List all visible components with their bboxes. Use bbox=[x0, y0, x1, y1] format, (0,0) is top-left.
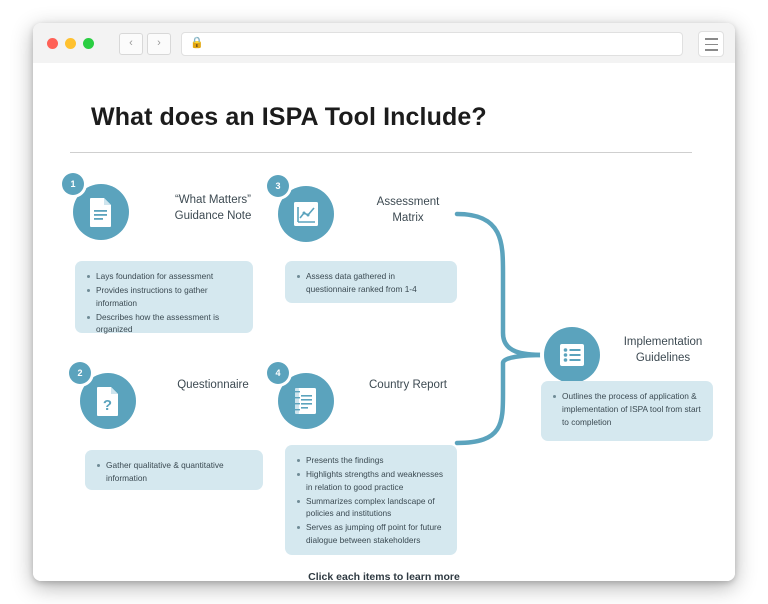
back-button[interactable]: ‹ bbox=[119, 33, 143, 55]
node-label-line2: Matrix bbox=[392, 211, 424, 224]
list-item: Describes how the assessment is organized bbox=[87, 311, 241, 337]
slide-content bbox=[33, 63, 735, 581]
list-item: Serves as jumping off point for future dialogue between stakeholders bbox=[297, 521, 445, 547]
address-bar[interactable] bbox=[181, 32, 683, 56]
node-guidance-note[interactable] bbox=[70, 179, 129, 240]
node-implementation-guidelines[interactable] bbox=[544, 327, 600, 383]
chart-icon bbox=[278, 186, 334, 242]
node-label-line2: Guidance Note bbox=[174, 209, 252, 222]
notebook-icon bbox=[278, 373, 334, 429]
node-badge-3: 3 bbox=[267, 175, 289, 197]
document-icon bbox=[73, 184, 129, 240]
browser-titlebar bbox=[33, 23, 735, 64]
node-label-guidance-note bbox=[143, 193, 283, 224]
node-assessment-matrix[interactable] bbox=[275, 181, 334, 242]
node-label-line1: Questionnaire bbox=[177, 379, 249, 391]
node-label-line1: “What Matters” bbox=[174, 194, 252, 206]
node-badge-1: 1 bbox=[62, 173, 84, 195]
node-label-implementation-guidelines bbox=[603, 335, 723, 366]
minimize-window-button[interactable] bbox=[65, 38, 76, 49]
node-badge-4: 4 bbox=[267, 362, 289, 384]
node-label-country-report bbox=[338, 378, 478, 394]
list-item: Provides instructions to gather information bbox=[87, 284, 241, 310]
node-label-line2: Guidelines bbox=[635, 351, 691, 364]
node-label-line1: Country Report bbox=[369, 379, 447, 391]
node-label-line1: Implementation bbox=[623, 336, 703, 348]
hamburger-menu-icon[interactable] bbox=[698, 31, 724, 57]
footer-hint: Click each items to learn more bbox=[308, 571, 460, 581]
forward-button[interactable]: › bbox=[147, 33, 171, 55]
lock-icon: 🔒 bbox=[190, 37, 204, 49]
box-guidance-note[interactable] bbox=[75, 261, 253, 333]
window-traffic-lights bbox=[47, 38, 94, 49]
page-title: What does an ISPA Tool Include? bbox=[91, 103, 487, 131]
node-questionnaire[interactable] bbox=[77, 368, 136, 429]
svg-text:?: ? bbox=[102, 397, 113, 414]
navigation-buttons bbox=[119, 33, 171, 55]
node-label-assessment-matrix bbox=[343, 195, 473, 226]
list-icon bbox=[544, 327, 600, 383]
list-item: Presents the findings bbox=[297, 454, 445, 467]
box-questionnaire[interactable] bbox=[85, 450, 263, 490]
node-country-report[interactable] bbox=[275, 368, 334, 429]
node-label-line1: Assessment bbox=[376, 196, 440, 208]
node-badge-2: 2 bbox=[69, 362, 91, 384]
question-document-icon bbox=[80, 373, 136, 429]
list-item: Highlights strengths and weaknesses in relation to good practice bbox=[297, 468, 445, 494]
close-window-button[interactable] bbox=[47, 38, 58, 49]
list-item: Summarizes complex landscape of policies and institutions bbox=[297, 495, 445, 521]
list-item: Outlines the process of application & implementation of ISPA tool from start to completion bbox=[553, 390, 701, 429]
box-implementation-guidelines[interactable] bbox=[541, 381, 713, 441]
browser-window bbox=[33, 23, 735, 581]
node-label-questionnaire bbox=[143, 378, 283, 394]
box-assessment-matrix[interactable] bbox=[285, 261, 457, 303]
list-item: Lays foundation for assessment bbox=[87, 270, 241, 283]
list-item: Gather qualitative & quantitative information bbox=[97, 459, 251, 485]
box-country-report[interactable] bbox=[285, 445, 457, 555]
list-item: Assess data gathered in questionnaire ranked from 1-4 bbox=[297, 270, 445, 296]
maximize-window-button[interactable] bbox=[83, 38, 94, 49]
